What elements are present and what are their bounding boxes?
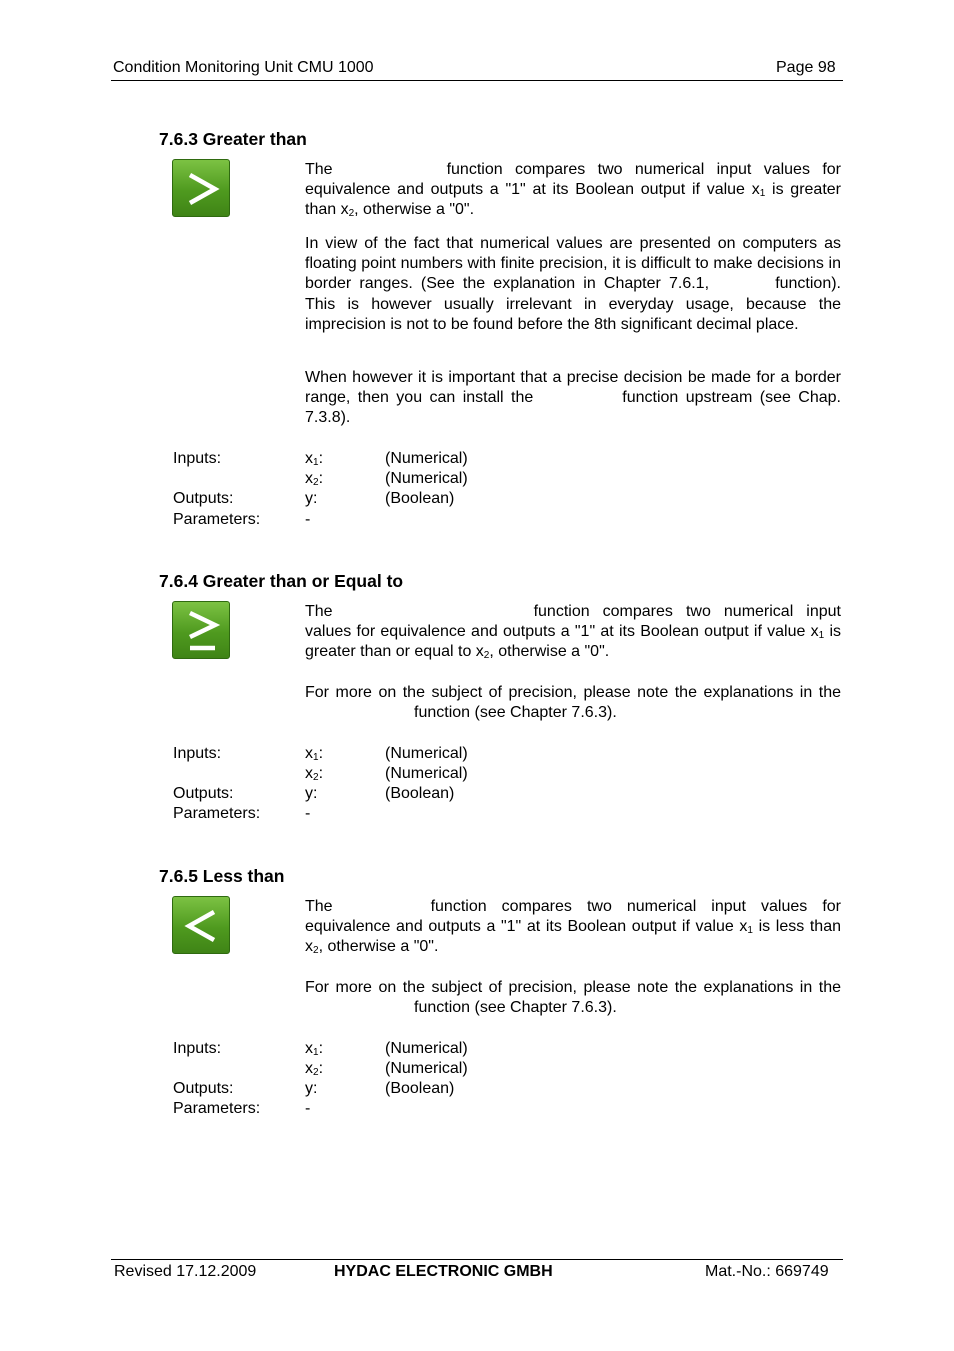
- footer-matno: Mat.-No.: 669749: [705, 1263, 829, 1280]
- section-paragraph: In view of the fact that numerical values are presented on computers as floating point numbers with finite precision, it is difficult to make decisions in border ranges. (See the explanation in Chapter 7.6.1, function). This is however usually irrelevant in everyday usage, because the imprecision is not to be found before the 8th significant decimal place.: [305, 235, 841, 333]
- output-y-type: (Boolean): [385, 785, 455, 802]
- footer-company: HYDAC ELECTRONIC GMBH: [334, 1263, 553, 1280]
- section-paragraph: The function compares two numerical input values for equivalence and outputs a "1" at its Boolean output if value $x_1$ is greater than or equal to $x_2$, otherwise a "0".: [305, 603, 842, 662]
- outputs-label: Outputs:: [173, 1080, 234, 1097]
- page-number: Page 98: [776, 59, 836, 76]
- section-heading: 7.6.5 Less than: [159, 866, 285, 886]
- input-x2: $x_2$:: [305, 1060, 324, 1078]
- section-heading: 7.6.4 Greater than or Equal to: [159, 571, 404, 591]
- input-x2-type: (Numerical): [385, 765, 468, 782]
- input-x2-type: (Numerical): [385, 470, 468, 487]
- input-x2: $x_2$:: [305, 765, 324, 783]
- input-x1: $x_1$:: [305, 450, 324, 468]
- footer-rule: [111, 1259, 843, 1260]
- section-paragraph: For more on the subject of precision, please note the explanations in thefunction (see Chapter 7.6.3).: [305, 684, 841, 722]
- input-x1-type: (Numerical): [385, 450, 468, 467]
- input-x1-type: (Numerical): [385, 745, 468, 762]
- section-paragraph: The function compares two numerical input values for equivalence and outputs a "1" at its Boolean output if value $x_1$ is greater than $x_2$, otherwise a "0".: [305, 161, 841, 220]
- less-than-icon: [172, 896, 230, 954]
- section-paragraph: For more on the subject of precision, please note the explanations in thefunction (see Chapter 7.6.3).: [305, 979, 841, 1017]
- output-y-type: (Boolean): [385, 1080, 455, 1097]
- header-rule: [111, 80, 843, 81]
- parameters-label: Parameters:: [173, 1100, 261, 1117]
- parameters-label: Parameters:: [173, 805, 261, 822]
- inputs-label: Inputs:: [173, 745, 222, 762]
- section-paragraph: The function compares two numerical input values for equivalence and outputs a "1" at its Boolean output if value $x_1$ is less than $x_2$, otherwise a "0".: [305, 898, 841, 957]
- input-x1-type: (Numerical): [385, 1040, 468, 1057]
- greater-or-equal-icon: [172, 601, 230, 659]
- output-y: y:: [305, 490, 318, 507]
- input-x2: $x_2$:: [305, 470, 324, 488]
- parameters-value: -: [305, 805, 311, 822]
- section-paragraph: When however it is important that a precise decision be made for a border range, then you can install the function upstream (see Chap. 7.3.8).: [305, 369, 841, 427]
- output-y: y:: [305, 785, 318, 802]
- section-heading: 7.6.3 Greater than: [159, 129, 307, 149]
- inputs-label: Inputs:: [173, 1040, 222, 1057]
- footer-revised: Revised 17.12.2009: [114, 1263, 257, 1280]
- parameters-value: -: [305, 1100, 311, 1117]
- outputs-label: Outputs:: [173, 785, 234, 802]
- input-x1: $x_1$:: [305, 745, 324, 763]
- inputs-label: Inputs:: [173, 450, 222, 467]
- input-x1: $x_1$:: [305, 1040, 324, 1058]
- parameters-value: -: [305, 511, 311, 528]
- outputs-label: Outputs:: [173, 490, 234, 507]
- output-y-type: (Boolean): [385, 490, 455, 507]
- output-y: y:: [305, 1080, 318, 1097]
- greater-than-icon: [172, 159, 230, 217]
- parameters-label: Parameters:: [173, 511, 261, 528]
- input-x2-type: (Numerical): [385, 1060, 468, 1077]
- header-title: Condition Monitoring Unit CMU 1000: [113, 59, 374, 76]
